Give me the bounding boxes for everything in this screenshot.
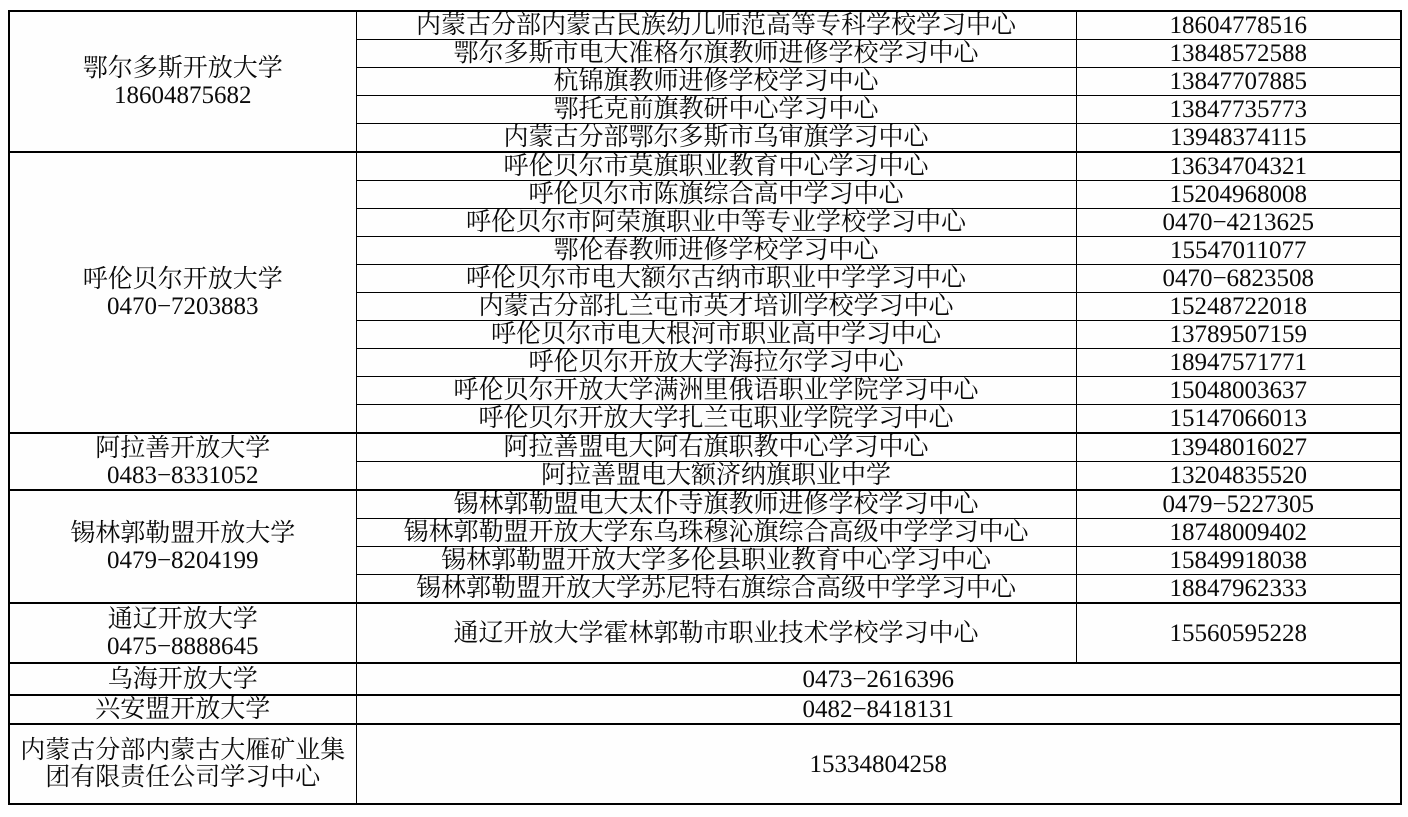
center-name-cell: 鄂伦春教师进修学校学习中心: [356, 237, 1076, 265]
university-phone: 0483−8331052: [106, 461, 259, 489]
university-name: 阿拉善开放大学: [95, 434, 271, 462]
phone-cell: 15248722018: [1076, 293, 1401, 321]
phone-cell: 0470−4213625: [1076, 209, 1401, 237]
center-name-cell: 呼伦贝尔开放大学扎兰屯职业学院学习中心: [356, 405, 1076, 434]
university-cell: 兴安盟开放大学: [9, 695, 356, 724]
center-name-cell: 内蒙古分部鄂尔多斯市乌审旗学习中心: [356, 124, 1076, 153]
contact-table: [8, 10, 1402, 805]
university-cell: [9, 490, 356, 603]
phone-cell: 18947571771: [1076, 349, 1401, 377]
phone-cell: 18604778516: [1076, 11, 1401, 40]
university-cell: 内蒙古分部内蒙古大雁矿业集团有限责任公司学习中心: [9, 724, 356, 804]
table-row: [9, 11, 1401, 40]
center-name-cell: 鄂尔多斯市电大准格尔旗教师进修学校学习中心: [356, 40, 1076, 68]
table-row: [9, 433, 1401, 462]
phone-cell: 13634704321: [1076, 152, 1401, 181]
phone-cell: 13204835520: [1076, 462, 1401, 491]
university-cell: [9, 603, 356, 663]
center-name-cell: 呼伦贝尔市莫旗职业教育中心学习中心: [356, 152, 1076, 181]
university-name: 呼伦贝尔开放大学: [82, 265, 283, 293]
university-cell: [9, 11, 356, 152]
center-name-cell: 呼伦贝尔市电大额尔古纳市职业中学学习中心: [356, 265, 1076, 293]
phone-cell: 0482−8418131: [356, 695, 1401, 724]
phone-cell: 15547011077: [1076, 237, 1401, 265]
phone-cell: 15147066013: [1076, 405, 1401, 434]
phone-cell: 15560595228: [1076, 603, 1401, 663]
university-phone: 18604875682: [114, 81, 252, 109]
phone-cell: 15849918038: [1076, 547, 1401, 575]
phone-cell: 18748009402: [1076, 519, 1401, 547]
phone-cell: 15204968008: [1076, 181, 1401, 209]
center-name-cell: 阿拉善盟电大额济纳旗职业中学: [356, 462, 1076, 491]
university-phone: 0470−7203883: [106, 292, 259, 320]
phone-cell: 15334804258: [356, 724, 1401, 804]
center-name-cell: 内蒙古分部扎兰屯市英才培训学校学习中心: [356, 293, 1076, 321]
university-name: 通辽开放大学: [107, 606, 258, 633]
center-name-cell: 内蒙古分部内蒙古民族幼儿师范高等专科学校学习中心: [356, 11, 1076, 40]
center-name-cell: 呼伦贝尔开放大学满洲里俄语职业学院学习中心: [356, 377, 1076, 405]
phone-cell: 13948016027: [1076, 433, 1401, 462]
center-name-cell: 通辽开放大学霍林郭勒市职业技术学校学习中心: [356, 603, 1076, 663]
center-name-cell: 呼伦贝尔市电大根河市职业高中学习中心: [356, 321, 1076, 349]
university-phone: 0475−8888645: [106, 633, 259, 660]
phone-cell: 0470−6823508: [1076, 265, 1401, 293]
table-row: [9, 490, 1401, 519]
table-row: [9, 663, 1401, 695]
center-name-cell: 锡林郭勒盟开放大学苏尼特右旗综合高级中学学习中心: [356, 575, 1076, 604]
document-page: [0, 10, 1408, 817]
university-phone: 0479−8204199: [106, 546, 259, 574]
center-name-cell: 呼伦贝尔开放大学海拉尔学习中心: [356, 349, 1076, 377]
table-row: [9, 152, 1401, 181]
phone-cell: 13847707885: [1076, 68, 1401, 96]
university-name: 锡林郭勒盟开放大学: [70, 519, 296, 547]
university-name: 鄂尔多斯开放大学: [82, 54, 283, 82]
university-cell: 乌海开放大学: [9, 663, 356, 695]
phone-cell: 0473−2616396: [356, 663, 1401, 695]
university-cell: [9, 152, 356, 433]
university-cell: [9, 433, 356, 490]
table-row: [9, 695, 1401, 724]
center-name-cell: 鄂托克前旗教研中心学习中心: [356, 96, 1076, 124]
table-row: [9, 603, 1401, 663]
phone-cell: 15048003637: [1076, 377, 1401, 405]
phone-cell: 13789507159: [1076, 321, 1401, 349]
center-name-cell: 呼伦贝尔市阿荣旗职业中等专业学校学习中心: [356, 209, 1076, 237]
center-name-cell: 杭锦旗教师进修学校学习中心: [356, 68, 1076, 96]
center-name-cell: 锡林郭勒盟电大太仆寺旗教师进修学校学习中心: [356, 490, 1076, 519]
phone-cell: 0479−5227305: [1076, 490, 1401, 519]
center-name-cell: 锡林郭勒盟开放大学多伦县职业教育中心学习中心: [356, 547, 1076, 575]
table-row: [9, 724, 1401, 804]
phone-cell: 13847735773: [1076, 96, 1401, 124]
center-name-cell: 锡林郭勒盟开放大学东乌珠穆沁旗综合高级中学学习中心: [356, 519, 1076, 547]
phone-cell: 13848572588: [1076, 40, 1401, 68]
center-name-cell: 阿拉善盟电大阿右旗职教中心学习中心: [356, 433, 1076, 462]
phone-cell: 13948374115: [1076, 124, 1401, 153]
center-name-cell: 呼伦贝尔市陈旗综合高中学习中心: [356, 181, 1076, 209]
phone-cell: 18847962333: [1076, 575, 1401, 604]
